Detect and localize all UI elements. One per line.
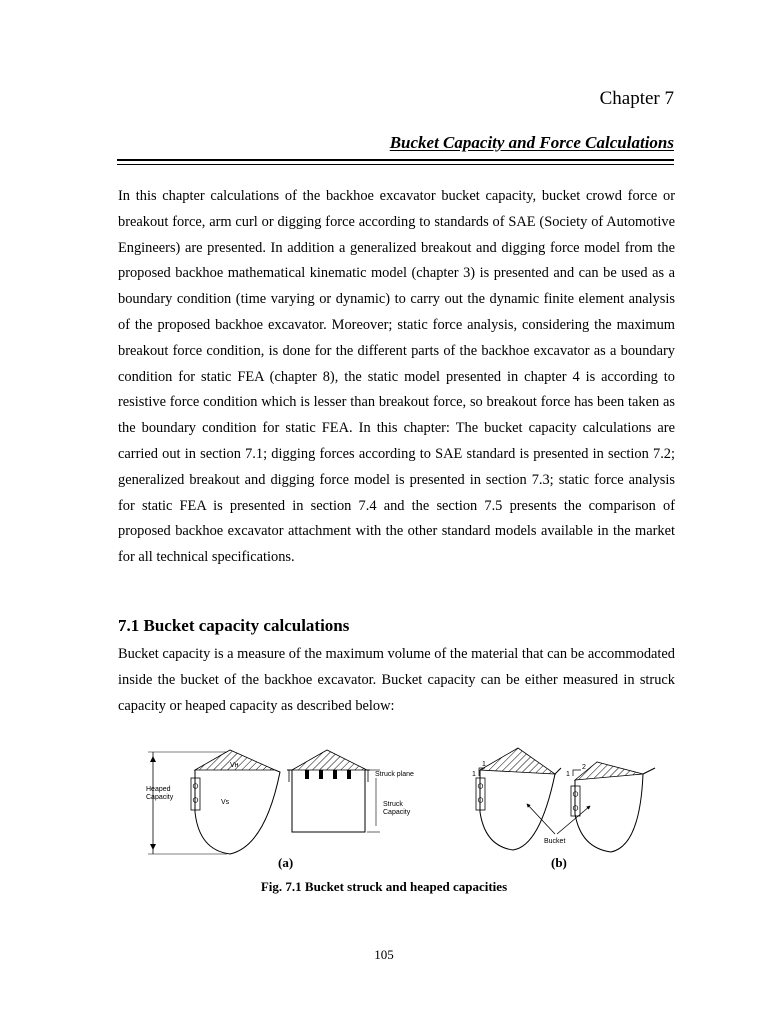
heaped-capacity-label-1: Heaped	[146, 786, 171, 793]
caption-a: (a)	[278, 855, 294, 870]
bucket-front-view-a	[287, 750, 414, 832]
ratio-right-run: 1	[566, 771, 570, 778]
figure-caption: Fig. 7.1 Bucket struck and heaped capacities	[260, 879, 508, 894]
page-number: 105	[374, 947, 394, 962]
bucket-side-view-a	[146, 750, 280, 854]
section-heading: 7.1 Bucket capacity calculations	[118, 616, 350, 635]
intro-paragraph: In this chapter calculations of the backhoe excavator bucket capacity, bucket crowd force or breakout force, arm curl or digging force according to standards of SAE (Society of Automotive Engineers) are presented. In addition a generalized breakout and digging force model from the proposed backhoe mathematical kinematic model (chapter 3) is presented and can be used as a boundary condition (time varying or dynamic) to carry out the dynamic finite element analysis of the proposed backhoe excavator. Moreover; static force analysis, considering the maximum breakout force condition, is done for the different parts of the backhoe excavator as a boundary condition for static FEA (chapter 8), the static model presented in chapter 4 is according to resistive force condition which is lesser than breakout force, so breakout force has been taken as the boundary condition for static FEA. In this chapter: The bucket capacity calculations are carried out in section 7.1; digging forces according to SAE standard is presented in section 7.2; generalized breakout and digging force model is presented in section 7.3; static force analysis for static FEA is presented in section 7.4 and the section 7.5 presents the comparison of proposed backhoe excavator attachment with the other standard models available in the market for all technical specifications.	[118, 188, 675, 566]
bucket-label: Bucket	[544, 838, 566, 845]
struck-plane-label: Struck plane	[375, 771, 414, 778]
heaped-capacity-label-2: Capacity	[146, 794, 174, 801]
bucket-capacity-figure	[135, 742, 670, 860]
caption-b: (b)	[551, 855, 567, 870]
struck-capacity-label-1: Struck	[383, 801, 403, 808]
bucket-b-ratio-1-1	[472, 748, 561, 850]
section-paragraph: Bucket capacity is a measure of the maximum volume of the material that can be accommodated inside the bucket of the backhoe excavator. Bucket capacity can be either measured in struck capacity or heaped capacity as described below:	[118, 646, 675, 714]
title-rule-thin	[117, 164, 674, 165]
ratio-left-run: 1	[472, 771, 476, 778]
bucket-b-ratio-2-1	[566, 762, 655, 852]
vh-label: Vʜ	[230, 762, 239, 769]
ratio-right-rise: 2	[582, 764, 586, 771]
chapter-title: Bucket Capacity and Force Calculations	[389, 133, 674, 152]
chapter-label: Chapter 7	[599, 88, 674, 109]
vs-label: Vs	[221, 799, 230, 806]
ratio-left-rise: 1	[482, 761, 486, 768]
bucket-pointer	[527, 804, 590, 845]
title-rule-thick	[117, 159, 674, 161]
struck-capacity-label-2: Capacity	[383, 809, 411, 816]
